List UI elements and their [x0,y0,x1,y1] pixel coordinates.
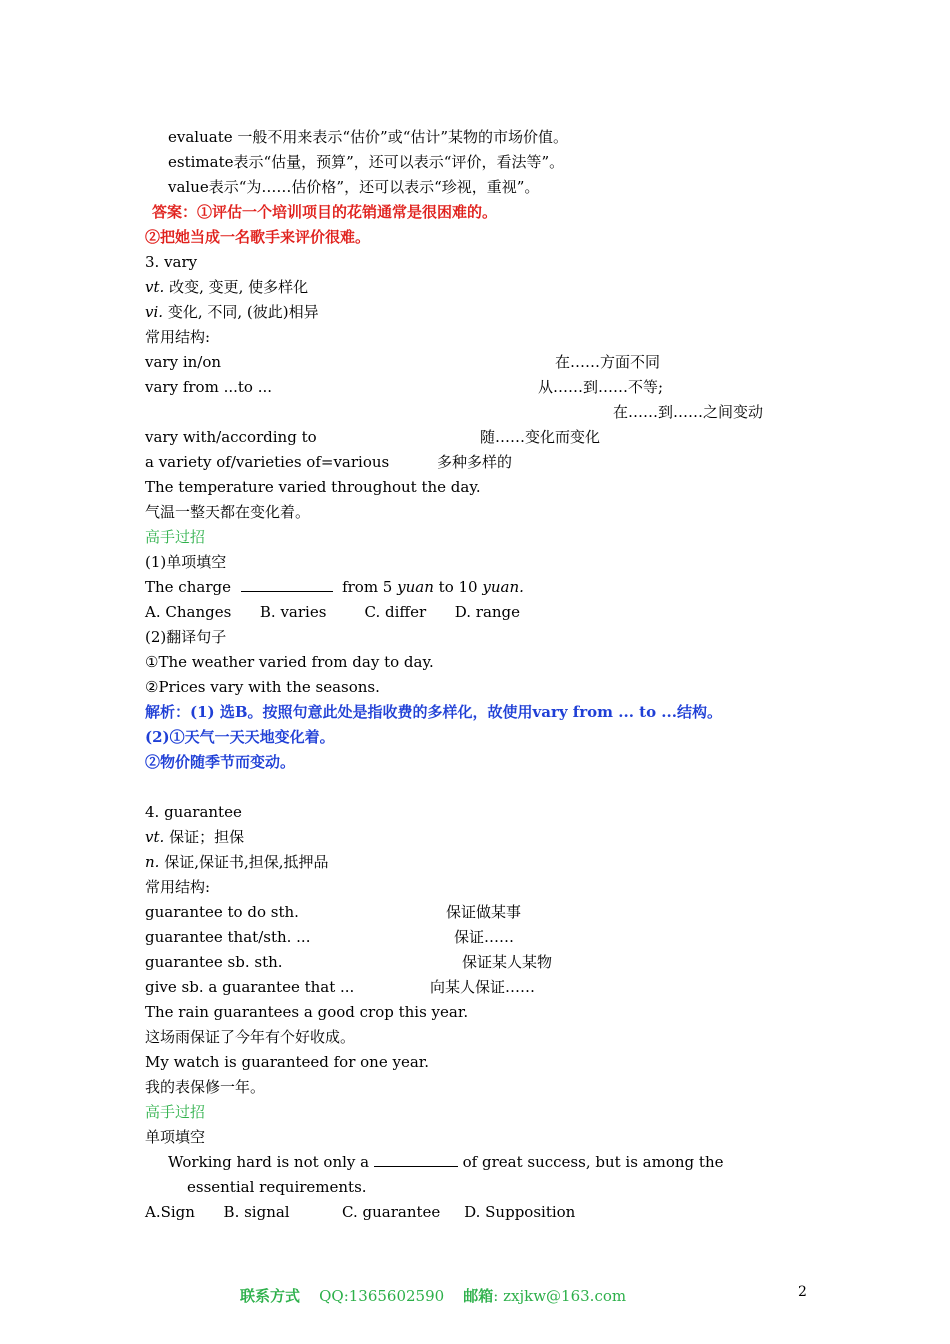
exercise-title: (1)单项填空 [145,553,227,571]
options-line: A.Sign B. signal C. guarantee D. Supposition [145,1203,576,1221]
structure-en: guarantee that/sth. ... [145,928,311,946]
footer [240,1286,626,1306]
example-en: The rain guarantees a good crop this year. [145,1003,469,1021]
structure-en: vary with/according to [145,428,317,446]
pos-vt: vt. [145,828,165,846]
structure-cn: 随……变化而变化 [480,428,601,446]
question-text: of great success, but is among the [462,1153,724,1171]
line-estimate: estimate表示“估量，预算”，还可以表示“评价，看法等”。 [168,153,565,171]
structure-cn: 保证某人某物 [462,953,553,971]
structure-label: 常用结构: [145,328,211,346]
exercise-heading: 高手过招 [145,1103,206,1121]
question-text: The charge [145,578,231,596]
question-text: from 5 [342,578,393,596]
pos-vt: vt. [145,278,165,296]
exercise-title: 单项填空 [145,1128,206,1146]
structure-cn: 保证…… [454,928,515,946]
structure-en: a variety of/varieties of=various [145,453,390,471]
example-cn: 气温一整天都在变化着。 [145,503,311,521]
pos-n: n. [145,853,160,871]
answer-blank[interactable] [374,1152,458,1167]
answer-blank[interactable] [241,577,333,592]
vi-definition: 变化, 不同, (彼此)相异 [167,303,319,321]
vary-vt [145,277,308,297]
question-line [168,1152,723,1172]
analysis-line: (2)①天气一天天地变化着。 [145,728,335,746]
example-en: The temperature varied throughout the day. [145,478,481,496]
structure-en: guarantee sb. sth. [145,953,283,971]
contact-label: 联系方式 [240,1287,301,1305]
qq-number: QQ:1365602590 [319,1287,445,1305]
question-text: yuan [397,578,434,596]
translate-sentence: ②Prices vary with the seasons. [145,678,380,696]
example-cn: 这场雨保证了今年有个好收成。 [145,1028,356,1046]
question-text: Working hard is not only a [168,1153,370,1171]
analysis-line: ②物价随季节而变动。 [145,753,296,771]
answer-line-1: 答案：①评估一个培训项目的花销通常是很困难的。 [152,203,498,221]
options-line: A. Changes B. varies C. differ D. range [145,603,521,621]
structure-cn: 从……到……不等; [538,378,664,396]
answer-line-2: ②把她当成一名歌手来评价很难。 [145,228,371,246]
question-line: essential requirements. [187,1178,367,1196]
vt-definition: 改变, 变更, 使多样化 [169,278,309,296]
line-evaluate: evaluate 一般不用来表示“估价”或“估计”某物的市场价值。 [168,128,569,146]
question-line [145,577,524,597]
structure-cn: 多种多样的 [437,453,513,471]
translate-sentence: ①The weather varied from day to day. [145,653,434,671]
analysis-line: 解析：(1) 选B。按照句意此处是指收费的多样化，故使用vary from ... to ...结构。 [145,703,722,721]
structure-cn: 向某人保证…… [430,978,536,996]
exercise-heading: 高手过招 [145,528,206,546]
structure-cn: 在……到……之间变动 [613,403,764,421]
guarantee-vt [145,827,244,847]
heading-vary: 3. vary [145,253,198,271]
exercise-title: (2)翻译句子 [145,628,227,646]
heading-guarantee: 4. guarantee [145,803,242,821]
n-definition: 保证,保证书,担保,抵押品 [164,853,329,871]
mail-address: : zxjkw@163.com [493,1287,627,1305]
vary-vi [145,302,319,322]
question-text: to 10 [438,578,478,596]
structure-en: vary from ...to ... [145,378,273,396]
example-cn: 我的表保修一年。 [145,1078,266,1096]
question-text: yuan. [482,578,524,596]
structure-cn: 保证做某事 [446,903,522,921]
line-value: value表示“为……估价格”，还可以表示“珍视，重视”。 [168,178,540,196]
example-en: My watch is guaranteed for one year. [145,1053,430,1071]
pos-vi: vi. [145,303,164,321]
mail-label: 邮箱 [463,1287,494,1305]
guarantee-n [145,852,329,872]
structure-en: guarantee to do sth. [145,903,299,921]
structure-cn: 在……方面不同 [555,353,661,371]
vt-definition: 保证；担保 [169,828,245,846]
structure-label: 常用结构: [145,878,211,896]
page-number: 2 [798,1284,807,1300]
structure-en: vary in/on [145,353,222,371]
structure-en: give sb. a guarantee that ... [145,978,355,996]
